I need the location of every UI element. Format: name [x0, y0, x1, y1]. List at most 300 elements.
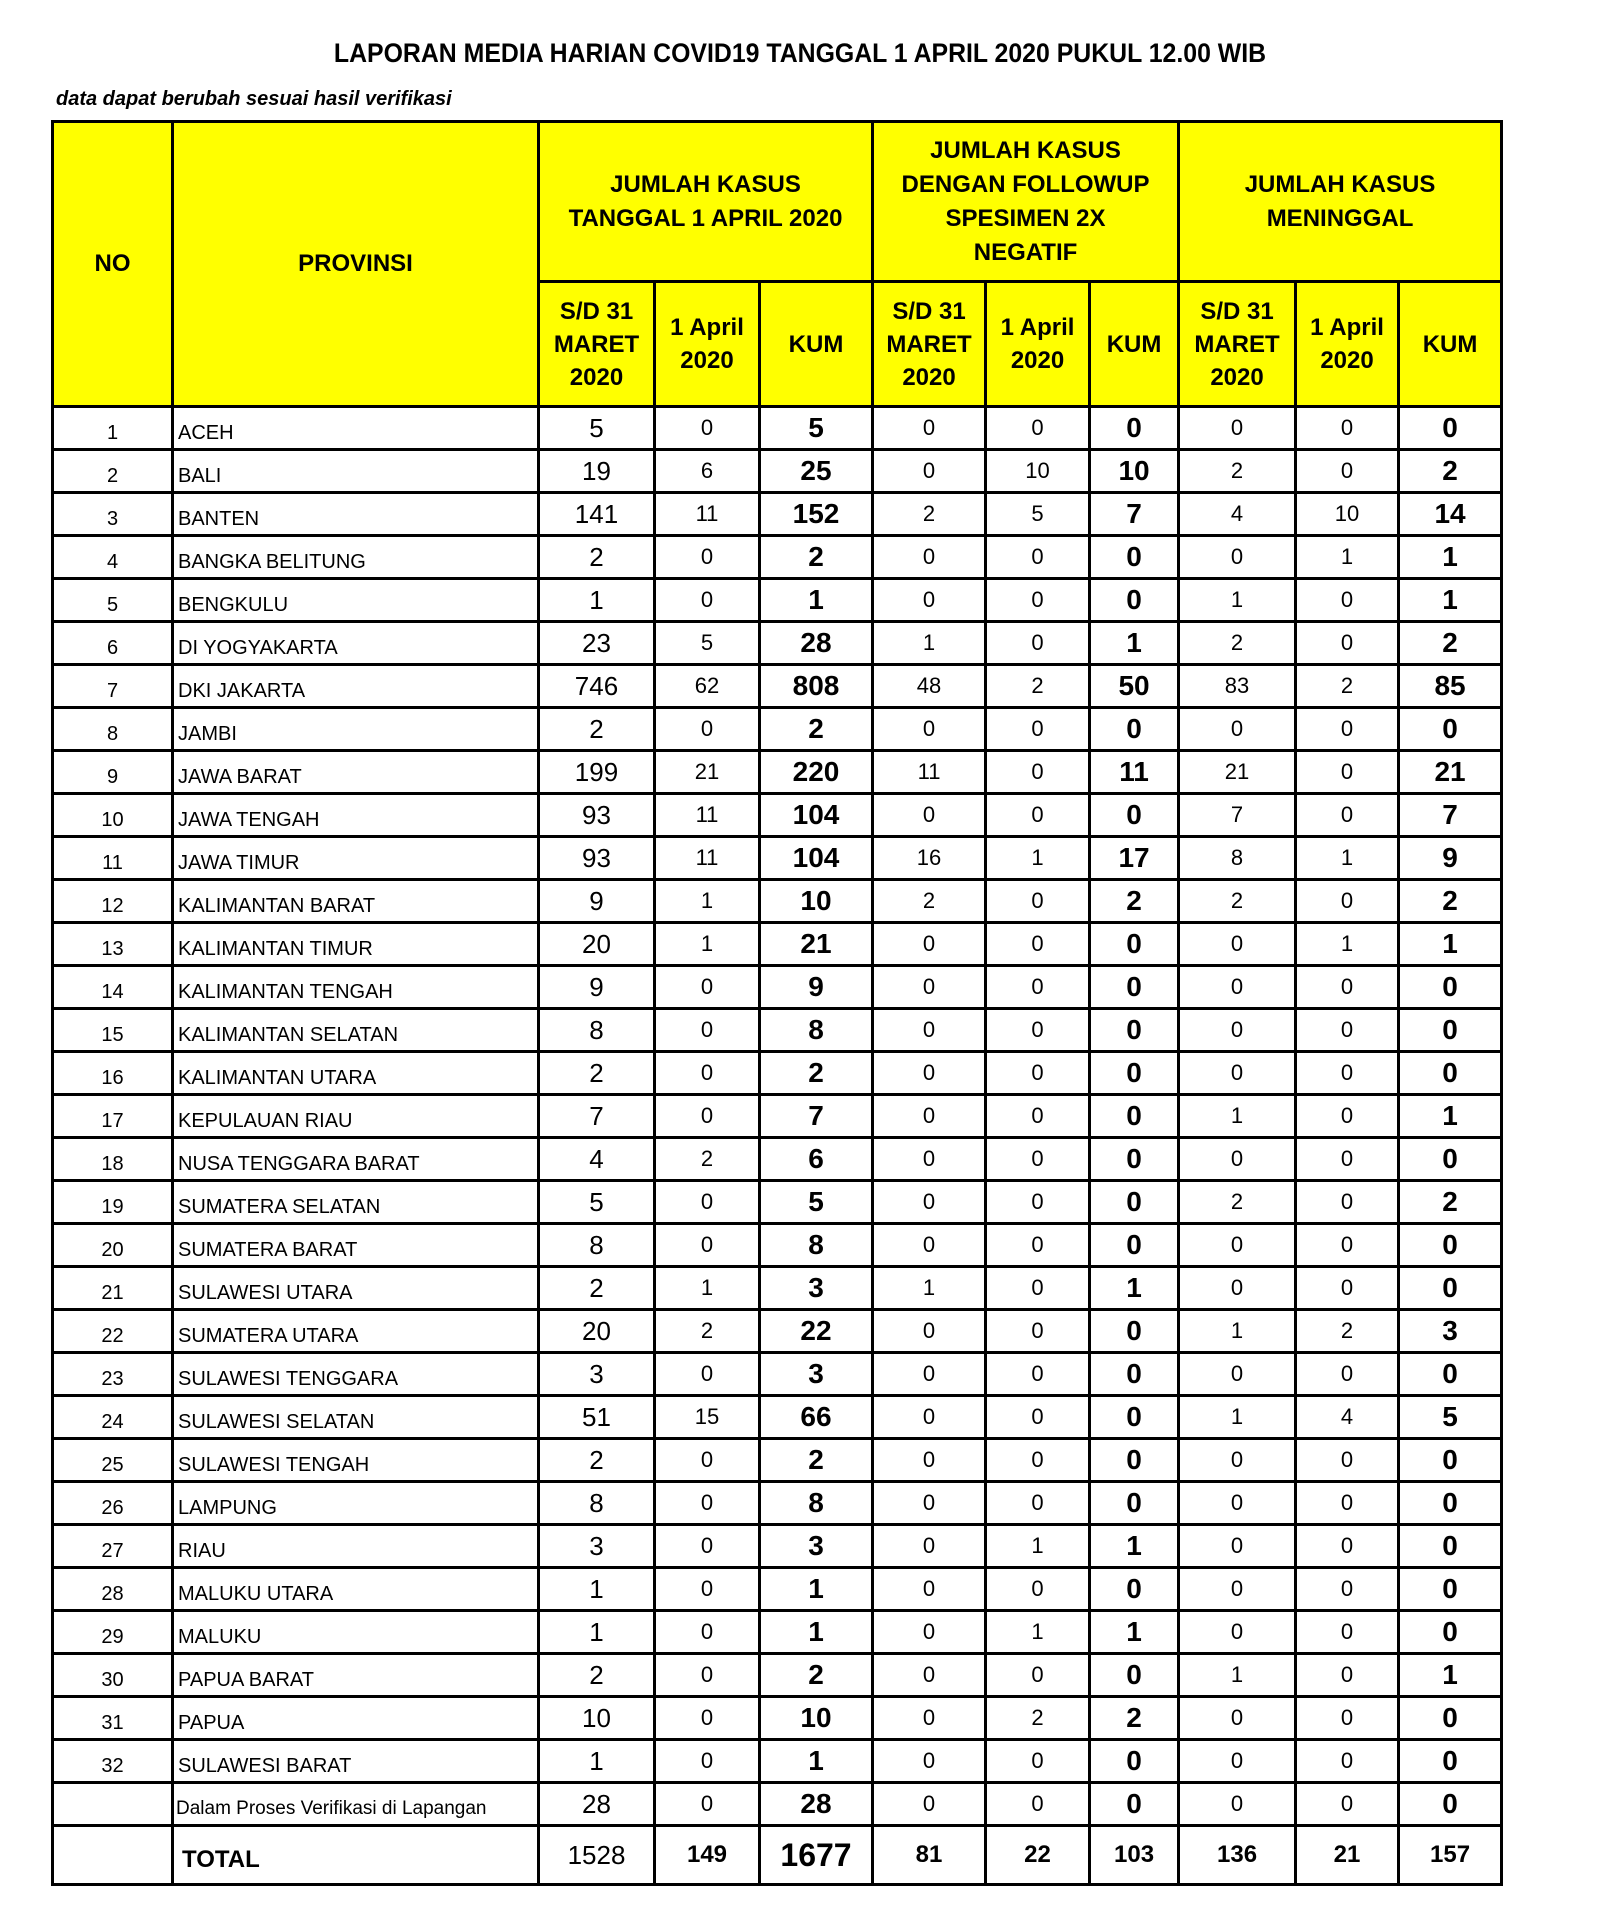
subheader-text: 1 April — [1000, 314, 1075, 341]
cell-deaths-kum: 0 — [1399, 1611, 1502, 1654]
cell-cases-sd-31-maret: 8 — [539, 1482, 655, 1525]
cell-no: 2 — [53, 450, 173, 493]
cell-negative-kum: 0 — [1090, 579, 1179, 622]
cell-negative-1-april: 0 — [986, 1783, 1090, 1826]
cell-negative-kum: 0 — [1090, 536, 1179, 579]
cell-cases-1-april: 6 — [655, 450, 760, 493]
cell-cases-1-april: 1 — [655, 923, 760, 966]
cell-cases-sd-31-maret: 93 — [539, 794, 655, 837]
cell-provinsi: BALI — [173, 450, 539, 493]
cell-deaths-kum: 1 — [1399, 579, 1502, 622]
cell-cases-1-april: 0 — [655, 1568, 760, 1611]
verification-row — [53, 1783, 1502, 1826]
cell-cases-1-april: 0 — [655, 1353, 760, 1396]
cell-deaths-sd-31-maret: 0 — [1179, 1568, 1296, 1611]
cell-negative-sd-31-maret: 0 — [873, 579, 986, 622]
cell-provinsi: BANGKA BELITUNG — [173, 536, 539, 579]
cell-cases-kum: 10 — [760, 880, 873, 923]
cell-cases-1-april: 0 — [655, 579, 760, 622]
cell-provinsi: RIAU — [173, 1525, 539, 1568]
cell-deaths-kum: 1 — [1399, 1654, 1502, 1697]
cell-cases-sd-31-maret: 2 — [539, 1267, 655, 1310]
cell-cases-kum: 220 — [760, 751, 873, 794]
cell-negative-1-april: 2 — [986, 665, 1090, 708]
cell-negative-1-april: 0 — [986, 880, 1090, 923]
table-row — [53, 1525, 1502, 1568]
cell-cases-sd-31-maret: 9 — [539, 880, 655, 923]
cell-provinsi: SUMATERA BARAT — [173, 1224, 539, 1267]
cell-provinsi: JAWA TIMUR — [173, 837, 539, 880]
cell-deaths-kum: 2 — [1399, 880, 1502, 923]
cell-negative-kum: 0 — [1090, 1009, 1179, 1052]
cell-no: 15 — [53, 1009, 173, 1052]
cell-no: 14 — [53, 966, 173, 1009]
cell-deaths-1-april: 0 — [1296, 450, 1399, 493]
cell-cases-kum: 28 — [760, 622, 873, 665]
cell-cases-1-april: 0 — [655, 1611, 760, 1654]
cell-no: 10 — [53, 794, 173, 837]
cell-negative-kum: 0 — [1090, 1740, 1179, 1783]
header-group-negative-line1: JUMLAH KASUS — [930, 136, 1121, 164]
subheader-text: 2020 — [1010, 347, 1065, 374]
cell-negative-sd-31-maret: 0 — [873, 1439, 986, 1482]
cell-no — [53, 1783, 173, 1826]
cell-deaths-1-april: 0 — [1296, 1138, 1399, 1181]
cell-cases-1-april: 0 — [655, 1095, 760, 1138]
table-row — [53, 837, 1502, 880]
cell-deaths-1-april: 0 — [1296, 708, 1399, 751]
cell-cases-kum: 22 — [760, 1310, 873, 1353]
cell-cases-kum: 6 — [760, 1138, 873, 1181]
cell-negative-kum: 0 — [1090, 1310, 1179, 1353]
cell-cases-1-april: 1 — [655, 1267, 760, 1310]
cell-cases-1-april: 0 — [655, 1224, 760, 1267]
cell-cases-1-april: 1 — [655, 880, 760, 923]
cell-deaths-sd-31-maret: 0 — [1179, 536, 1296, 579]
cell-deaths-sd-31-maret: 2 — [1179, 880, 1296, 923]
cell-negative-1-april: 0 — [986, 708, 1090, 751]
cell-cases-sd-31-maret: 1 — [539, 1740, 655, 1783]
cell-provinsi: Dalam Proses Verifikasi di Lapangan — [173, 1783, 539, 1826]
cell-deaths-sd-31-maret: 0 — [1179, 1267, 1296, 1310]
cell-negative-1-april: 0 — [986, 1439, 1090, 1482]
cell-negative-sd-31-maret: 0 — [873, 1783, 986, 1826]
subheader-negative-1-april — [986, 282, 1090, 407]
header-provinsi: PROVINSI — [173, 122, 539, 407]
cell-deaths-1-april: 2 — [1296, 1310, 1399, 1353]
cell-cases-sd-31-maret: 2 — [539, 1439, 655, 1482]
cell-no: 4 — [53, 536, 173, 579]
cell-provinsi: BENGKULU — [173, 579, 539, 622]
cell-no: 6 — [53, 622, 173, 665]
cell-cases-1-april: 5 — [655, 622, 760, 665]
cell-deaths-1-april: 2 — [1296, 665, 1399, 708]
cell-negative-kum: 0 — [1090, 1439, 1179, 1482]
cell-negative-1-april: 0 — [986, 923, 1090, 966]
cell-negative-sd-31-maret: 0 — [873, 1095, 986, 1138]
cell-deaths-1-april: 0 — [1296, 1181, 1399, 1224]
table-row — [53, 1439, 1502, 1482]
cell-no: 7 — [53, 665, 173, 708]
cell-negative-sd-31-maret: 0 — [873, 1181, 986, 1224]
cell-negative-1-april: 0 — [986, 1009, 1090, 1052]
cell-deaths-sd-31-maret: 1 — [1179, 1310, 1296, 1353]
cell-deaths-1-april: 0 — [1296, 1224, 1399, 1267]
cell-negative-1-april: 10 — [986, 450, 1090, 493]
subheader-text: MARET — [886, 330, 972, 358]
cell-no: 29 — [53, 1611, 173, 1654]
cell-deaths-kum: 0 — [1399, 1138, 1502, 1181]
cell-no: 23 — [53, 1353, 173, 1396]
cell-negative-sd-31-maret: 0 — [873, 794, 986, 837]
cell-cases-1-april: 0 — [655, 1052, 760, 1095]
cell-cases-kum: 2 — [760, 1052, 873, 1095]
cell-cases-sd-31-maret: 1528 — [539, 1826, 655, 1885]
cell-no: 22 — [53, 1310, 173, 1353]
cell-deaths-sd-31-maret: 0 — [1179, 1740, 1296, 1783]
subheader-deaths-sd-31-maret — [1179, 282, 1296, 407]
cell-cases-sd-31-maret: 28 — [539, 1783, 655, 1826]
cell-cases-1-april: 0 — [655, 1009, 760, 1052]
cell-negative-1-april: 0 — [986, 1310, 1090, 1353]
subheader-text: MARET — [1194, 330, 1280, 358]
cell-cases-1-april: 0 — [655, 407, 760, 450]
cell-negative-kum: 0 — [1090, 923, 1179, 966]
cell-no: 24 — [53, 1396, 173, 1439]
cell-deaths-1-april: 10 — [1296, 493, 1399, 536]
report-title: LAPORAN MEDIA HARIAN COVID19 TANGGAL 1 APRIL 2020 PUKUL 12.00 WIB — [333, 38, 1267, 68]
cell-deaths-kum: 0 — [1399, 708, 1502, 751]
cell-cases-kum: 21 — [760, 923, 873, 966]
cell-negative-kum: 17 — [1090, 837, 1179, 880]
cell-cases-kum: 152 — [760, 493, 873, 536]
cell-cases-1-april: 2 — [655, 1138, 760, 1181]
cell-no: 19 — [53, 1181, 173, 1224]
table-row — [53, 407, 1502, 450]
cell-negative-1-april: 0 — [986, 1181, 1090, 1224]
cell-deaths-1-april: 0 — [1296, 1267, 1399, 1310]
cell-provinsi: JAWA BARAT — [173, 751, 539, 794]
cell-cases-sd-31-maret: 5 — [539, 407, 655, 450]
cell-negative-1-april: 0 — [986, 1568, 1090, 1611]
cell-negative-kum: 0 — [1090, 794, 1179, 837]
cell-negative-kum: 1 — [1090, 1525, 1179, 1568]
header-group-row — [53, 122, 1502, 282]
cell-no: 30 — [53, 1654, 173, 1697]
cell-no: 8 — [53, 708, 173, 751]
cell-cases-1-april: 149 — [655, 1826, 760, 1885]
cell-deaths-sd-31-maret: 0 — [1179, 923, 1296, 966]
cell-cases-kum: 2 — [760, 1439, 873, 1482]
cell-provinsi: KALIMANTAN TENGAH — [173, 966, 539, 1009]
table-row — [53, 1224, 1502, 1267]
cell-deaths-1-april: 0 — [1296, 579, 1399, 622]
cell-deaths-1-april: 1 — [1296, 923, 1399, 966]
cell-deaths-1-april: 0 — [1296, 407, 1399, 450]
cell-cases-sd-31-maret: 2 — [539, 536, 655, 579]
cell-negative-kum: 11 — [1090, 751, 1179, 794]
cell-negative-sd-31-maret: 0 — [873, 1009, 986, 1052]
cell-negative-1-april: 0 — [986, 622, 1090, 665]
cell-cases-kum: 8 — [760, 1009, 873, 1052]
subheader-text: S/D 31 — [892, 297, 966, 325]
cell-deaths-sd-31-maret: 1 — [1179, 1654, 1296, 1697]
cell-cases-sd-31-maret: 8 — [539, 1224, 655, 1267]
cell-negative-sd-31-maret: 11 — [873, 751, 986, 794]
cell-deaths-1-april: 0 — [1296, 1439, 1399, 1482]
cell-negative-sd-31-maret: 0 — [873, 1353, 986, 1396]
cell-deaths-kum: 7 — [1399, 794, 1502, 837]
cell-no: 3 — [53, 493, 173, 536]
cell-cases-1-april: 0 — [655, 1697, 760, 1740]
cell-deaths-1-april: 0 — [1296, 880, 1399, 923]
cell-deaths-sd-31-maret: 0 — [1179, 1482, 1296, 1525]
cell-cases-1-april: 11 — [655, 794, 760, 837]
cell-negative-sd-31-maret: 0 — [873, 1654, 986, 1697]
cell-negative-kum: 0 — [1090, 1482, 1179, 1525]
cell-deaths-sd-31-maret: 21 — [1179, 751, 1296, 794]
cell-deaths-sd-31-maret: 0 — [1179, 1353, 1296, 1396]
cell-deaths-kum: 157 — [1399, 1826, 1502, 1885]
header-group-negative-line4: NEGATIF — [973, 238, 1078, 266]
table-row — [53, 966, 1502, 1009]
table-row — [53, 1740, 1502, 1783]
cell-negative-kum: 2 — [1090, 1697, 1179, 1740]
cell-cases-kum: 104 — [760, 794, 873, 837]
subheader-text: S/D 31 — [1200, 297, 1274, 325]
cell-deaths-kum: 0 — [1399, 1482, 1502, 1525]
cell-cases-sd-31-maret: 19 — [539, 450, 655, 493]
cell-negative-kum: 10 — [1090, 450, 1179, 493]
cell-negative-1-april: 0 — [986, 1654, 1090, 1697]
cell-negative-1-april: 22 — [986, 1826, 1090, 1885]
cell-negative-kum: 0 — [1090, 1783, 1179, 1826]
subheader-text: 1 April — [1310, 314, 1384, 341]
cell-deaths-kum: 85 — [1399, 665, 1502, 708]
cell-provinsi: KALIMANTAN BARAT — [173, 880, 539, 923]
cell-negative-sd-31-maret: 0 — [873, 1482, 986, 1525]
header-group-deaths-line1: JUMLAH KASUS — [1244, 170, 1436, 198]
cell-cases-1-april: 21 — [655, 751, 760, 794]
cell-negative-1-april: 5 — [986, 493, 1090, 536]
cell-no: 28 — [53, 1568, 173, 1611]
subheader-text: 2020 — [569, 363, 624, 391]
table-row — [53, 536, 1502, 579]
cell-cases-kum: 9 — [760, 966, 873, 1009]
subheader-cases-1-april — [655, 282, 760, 407]
cell-negative-1-april: 0 — [986, 579, 1090, 622]
cell-deaths-sd-31-maret: 1 — [1179, 1396, 1296, 1439]
cell-cases-sd-31-maret: 93 — [539, 837, 655, 880]
subheader-deaths-1-april — [1296, 282, 1399, 407]
cell-no: 9 — [53, 751, 173, 794]
table-row — [53, 493, 1502, 536]
cell-cases-sd-31-maret: 7 — [539, 1095, 655, 1138]
cell-negative-sd-31-maret: 1 — [873, 622, 986, 665]
cell-deaths-sd-31-maret: 4 — [1179, 493, 1296, 536]
cell-cases-kum: 8 — [760, 1224, 873, 1267]
cell-cases-kum: 5 — [760, 407, 873, 450]
cell-provinsi: ACEH — [173, 407, 539, 450]
cell-negative-1-april: 0 — [986, 1052, 1090, 1095]
cell-deaths-kum: 5 — [1399, 1396, 1502, 1439]
cell-negative-1-april: 2 — [986, 1697, 1090, 1740]
cell-deaths-1-april: 0 — [1296, 1009, 1399, 1052]
cell-negative-kum: 0 — [1090, 1568, 1179, 1611]
cell-provinsi: KALIMANTAN UTARA — [173, 1052, 539, 1095]
cell-provinsi: BANTEN — [173, 493, 539, 536]
table-row — [53, 1611, 1502, 1654]
total-row — [53, 1826, 1502, 1885]
cell-cases-kum: 2 — [760, 708, 873, 751]
cell-negative-kum: 0 — [1090, 1654, 1179, 1697]
cell-cases-1-april: 0 — [655, 1439, 760, 1482]
cell-no: 20 — [53, 1224, 173, 1267]
cell-deaths-kum: 0 — [1399, 1568, 1502, 1611]
cell-negative-kum: 50 — [1090, 665, 1179, 708]
cell-negative-sd-31-maret: 0 — [873, 536, 986, 579]
cell-no: 21 — [53, 1267, 173, 1310]
cell-negative-sd-31-maret: 16 — [873, 837, 986, 880]
cell-provinsi: SULAWESI TENGGARA — [173, 1353, 539, 1396]
header-no: NO — [53, 122, 173, 407]
cell-cases-kum: 8 — [760, 1482, 873, 1525]
cell-deaths-kum: 0 — [1399, 1697, 1502, 1740]
cell-cases-1-april: 0 — [655, 1482, 760, 1525]
cell-deaths-kum: 0 — [1399, 1740, 1502, 1783]
cell-negative-kum: 0 — [1090, 1353, 1179, 1396]
cell-provinsi: DI YOGYAKARTA — [173, 622, 539, 665]
cell-negative-kum: 0 — [1090, 708, 1179, 751]
cell-deaths-1-april: 0 — [1296, 966, 1399, 1009]
cell-deaths-sd-31-maret: 0 — [1179, 1783, 1296, 1826]
subheader-cases-kum: KUM — [760, 282, 873, 407]
cell-cases-sd-31-maret: 3 — [539, 1525, 655, 1568]
cell-deaths-1-april: 0 — [1296, 1353, 1399, 1396]
table-row — [53, 880, 1502, 923]
cell-no: 11 — [53, 837, 173, 880]
subheader-cases-sd-31-maret — [539, 282, 655, 407]
cell-cases-1-april: 0 — [655, 1740, 760, 1783]
cell-negative-kum: 0 — [1090, 1224, 1179, 1267]
cell-provinsi: TOTAL — [173, 1826, 539, 1885]
cell-deaths-1-april: 1 — [1296, 536, 1399, 579]
cell-deaths-kum: 1 — [1399, 923, 1502, 966]
cell-negative-1-april: 0 — [986, 751, 1090, 794]
cell-negative-sd-31-maret: 0 — [873, 923, 986, 966]
cell-deaths-kum: 0 — [1399, 966, 1502, 1009]
cell-cases-1-april: 0 — [655, 1783, 760, 1826]
table-row — [53, 579, 1502, 622]
cell-deaths-1-april: 0 — [1296, 1052, 1399, 1095]
cell-cases-sd-31-maret: 141 — [539, 493, 655, 536]
cell-negative-sd-31-maret: 0 — [873, 1697, 986, 1740]
cell-cases-kum: 1677 — [760, 1826, 873, 1885]
cell-cases-sd-31-maret: 1 — [539, 579, 655, 622]
cell-provinsi: SULAWESI UTARA — [173, 1267, 539, 1310]
cell-deaths-kum: 0 — [1399, 1783, 1502, 1826]
cell-deaths-sd-31-maret: 0 — [1179, 1439, 1296, 1482]
cell-cases-sd-31-maret: 1 — [539, 1568, 655, 1611]
cell-cases-sd-31-maret: 5 — [539, 1181, 655, 1224]
cell-cases-sd-31-maret: 746 — [539, 665, 655, 708]
header-group-negative-line2: DENGAN FOLLOWUP — [901, 170, 1150, 198]
cell-provinsi: PAPUA — [173, 1697, 539, 1740]
cell-negative-1-april: 1 — [986, 1611, 1090, 1654]
cell-cases-kum: 2 — [760, 536, 873, 579]
cell-no: 18 — [53, 1138, 173, 1181]
cell-negative-kum: 1 — [1090, 622, 1179, 665]
cell-negative-1-april: 0 — [986, 1138, 1090, 1181]
cell-deaths-1-april: 0 — [1296, 1697, 1399, 1740]
cell-cases-kum: 1 — [760, 1568, 873, 1611]
cell-deaths-sd-31-maret: 0 — [1179, 1611, 1296, 1654]
table-row — [53, 1267, 1502, 1310]
cell-negative-sd-31-maret: 0 — [873, 1740, 986, 1783]
cell-deaths-sd-31-maret: 0 — [1179, 1052, 1296, 1095]
cell-deaths-kum: 0 — [1399, 1267, 1502, 1310]
table-row — [53, 622, 1502, 665]
cell-deaths-kum: 0 — [1399, 1525, 1502, 1568]
cell-no: 26 — [53, 1482, 173, 1525]
cell-negative-sd-31-maret: 0 — [873, 1568, 986, 1611]
cell-deaths-sd-31-maret: 2 — [1179, 450, 1296, 493]
cell-cases-kum: 28 — [760, 1783, 873, 1826]
table-row — [53, 1095, 1502, 1138]
cell-deaths-sd-31-maret: 0 — [1179, 966, 1296, 1009]
cell-negative-kum: 1 — [1090, 1611, 1179, 1654]
cell-deaths-sd-31-maret: 2 — [1179, 1181, 1296, 1224]
cell-cases-sd-31-maret: 20 — [539, 923, 655, 966]
table-row — [53, 794, 1502, 837]
cell-cases-1-april: 0 — [655, 1654, 760, 1697]
table-row — [53, 708, 1502, 751]
cell-deaths-sd-31-maret: 136 — [1179, 1826, 1296, 1885]
cell-no: 31 — [53, 1697, 173, 1740]
cell-deaths-kum: 14 — [1399, 493, 1502, 536]
cell-provinsi: DKI JAKARTA — [173, 665, 539, 708]
cell-cases-1-april: 0 — [655, 1525, 760, 1568]
cell-cases-sd-31-maret: 8 — [539, 1009, 655, 1052]
cell-deaths-kum: 21 — [1399, 751, 1502, 794]
cell-deaths-kum: 1 — [1399, 1095, 1502, 1138]
cell-cases-1-april: 0 — [655, 536, 760, 579]
cell-provinsi: KEPULAUAN RIAU — [173, 1095, 539, 1138]
cell-negative-sd-31-maret: 81 — [873, 1826, 986, 1885]
header-group-cases-line2: TANGGAL 1 APRIL 2020 — [568, 204, 843, 232]
cell-negative-sd-31-maret: 0 — [873, 1525, 986, 1568]
cell-cases-kum: 1 — [760, 1611, 873, 1654]
cell-deaths-kum: 0 — [1399, 1439, 1502, 1482]
table-body — [53, 407, 1502, 1885]
cell-cases-kum: 104 — [760, 837, 873, 880]
cell-negative-1-april: 1 — [986, 837, 1090, 880]
cell-negative-1-april: 0 — [986, 536, 1090, 579]
cell-cases-kum: 1 — [760, 579, 873, 622]
cell-deaths-1-april: 21 — [1296, 1826, 1399, 1885]
cell-deaths-sd-31-maret: 0 — [1179, 708, 1296, 751]
cell-cases-sd-31-maret: 23 — [539, 622, 655, 665]
cell-deaths-kum: 0 — [1399, 1353, 1502, 1396]
subheader-text: 2020 — [680, 347, 734, 374]
cell-provinsi: KALIMANTAN SELATAN — [173, 1009, 539, 1052]
cell-negative-1-april: 0 — [986, 1224, 1090, 1267]
header-group-deaths — [1179, 122, 1502, 282]
cell-no: 12 — [53, 880, 173, 923]
table-row — [53, 923, 1502, 966]
table-row — [53, 1310, 1502, 1353]
cell-provinsi: LAMPUNG — [173, 1482, 539, 1525]
